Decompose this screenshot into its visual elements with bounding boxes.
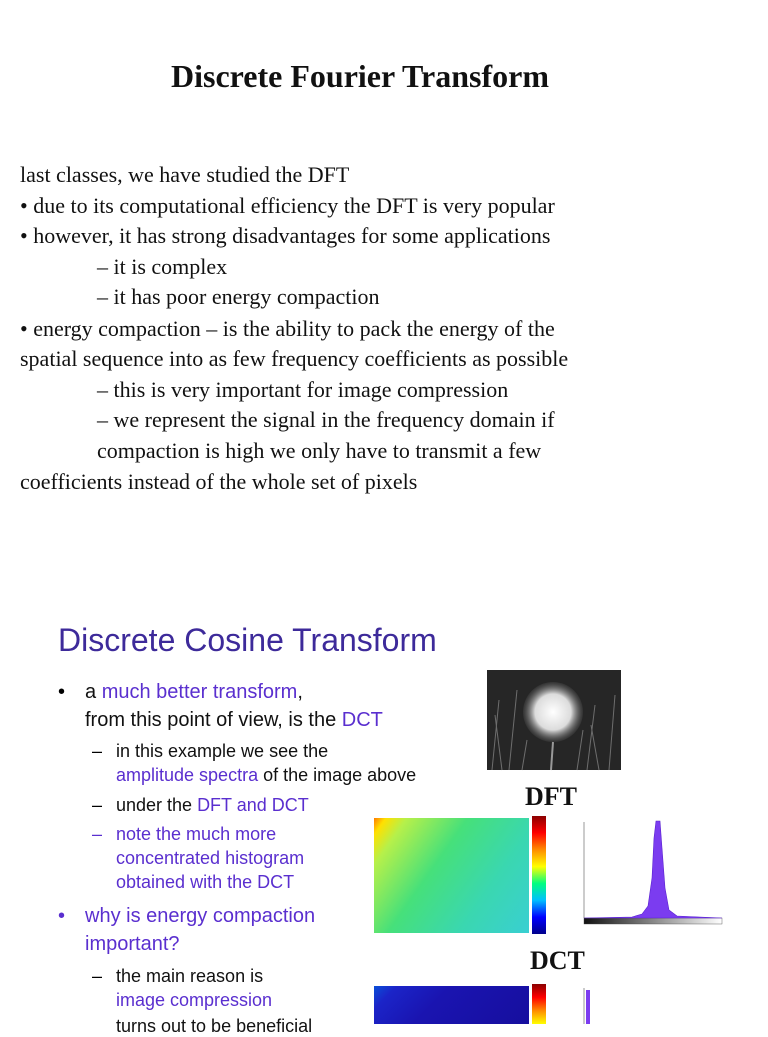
bullet-1-text-c: ,	[297, 681, 303, 703]
text-line-4: – it is complex	[97, 254, 228, 279]
sub-1-line-2	[116, 765, 416, 786]
sub-1-highlight: amplitude spectra	[116, 765, 259, 785]
dft-label: DFT	[525, 782, 577, 811]
text-line-1: last classes, we have studied the DFT	[20, 162, 350, 187]
text-line-10: compaction is high we only have to transmit a few	[97, 438, 542, 463]
dash-marker: –	[92, 741, 103, 761]
text-line-5: – it has poor energy compaction	[97, 284, 380, 309]
sub-3-line-1: note the much more	[116, 824, 277, 844]
text-line-7: spatial sequence into as few frequency coefficients as possible	[20, 346, 569, 371]
sub-4-line-1: the main reason is	[116, 966, 264, 986]
text-line-3: • however, it has strong disadvantages for some applications	[20, 223, 551, 248]
dct-colorbar	[532, 984, 546, 1024]
bullet-2-line-1: why is energy compaction	[85, 905, 316, 927]
bullet-dot: •	[58, 905, 66, 927]
bullet-1-highlight-dct: DCT	[341, 709, 383, 731]
sub-2-text: under the	[116, 795, 198, 815]
dash-marker: –	[92, 966, 103, 986]
dandelion-image	[487, 670, 621, 770]
dft-colorbar	[532, 816, 546, 934]
slide-title: Discrete Cosine Transform	[58, 622, 437, 658]
dash-marker: –	[92, 795, 103, 815]
sub-5-cut-off: turns out to be beneficial	[116, 1016, 313, 1036]
bullet-1-text-a: a	[85, 681, 102, 703]
sub-3-line-3: obtained with the DCT	[116, 872, 295, 892]
dash-marker: –	[92, 824, 103, 844]
embedded-slide	[0, 600, 768, 1036]
page-title: Discrete Fourier Transform	[171, 58, 549, 94]
dct-histogram	[572, 986, 632, 1024]
bullet-1-highlight: much better transform	[101, 681, 298, 703]
dct-spectrum-heatmap	[374, 986, 529, 1024]
bullet-2-line-2: important?	[85, 933, 180, 955]
bullet-1-line-2	[85, 709, 383, 732]
dandelion-photo	[487, 670, 621, 770]
text-line-11: coefficients instead of the whole set of pixels	[20, 469, 418, 494]
bullet-dot: •	[58, 681, 66, 703]
text-line-8: – this is very important for image compression	[97, 377, 509, 402]
text-line-2: • due to its computational efficiency the DFT is very popular	[20, 193, 555, 218]
sub-3-line-2: concentrated histogram	[116, 848, 305, 868]
dft-spectrum-heatmap	[374, 818, 529, 933]
sub-2	[116, 795, 309, 816]
dft-histogram	[572, 818, 724, 933]
text-line-6: • energy compaction – is the ability to pack the energy of the	[20, 316, 555, 341]
sub-2-highlight: DFT and DCT	[197, 795, 309, 815]
bullet-1-line-1	[85, 681, 303, 704]
sub-4-line-2: image compression	[116, 990, 273, 1010]
bullet-1-text-d: from this point of view, is the	[85, 709, 342, 731]
dct-label: DCT	[530, 946, 585, 975]
sub-1-line-1: in this example we see the	[116, 741, 329, 761]
sub-1-text: of the image above	[258, 765, 417, 785]
text-line-9: – we represent the signal in the frequency domain if	[97, 407, 555, 432]
